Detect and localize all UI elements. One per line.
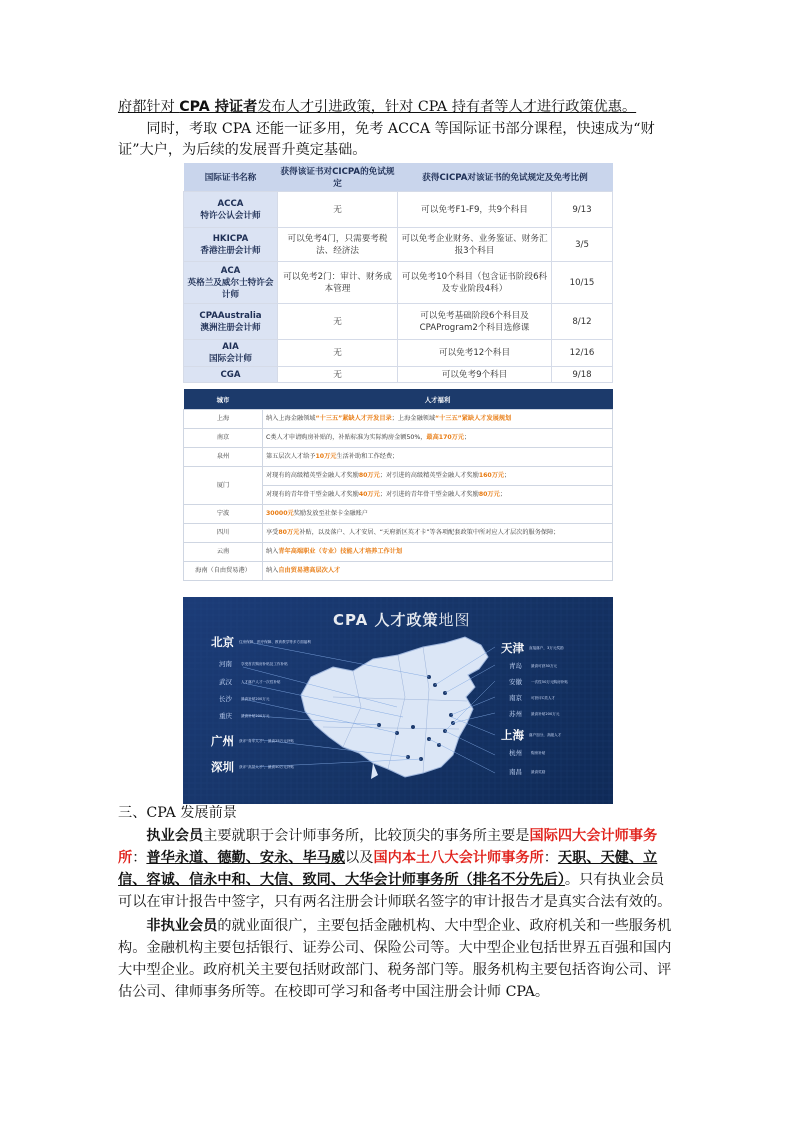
map-note-shenzhen: 获评“高层人才”，最高50万元补贴 [239, 765, 295, 769]
other-rule: 可以免考F1-F9，共9个科目 [398, 192, 552, 228]
section-paragraph-2: 非执业会员的就业面很广，主要包括金融机构、大中型企业、政府机关和一些服务机构。金融机构主要包括银行、证券公司、保险公司等。大中型企业包括世界五百强和国内大中型企业。政府机关主要包括财政部门、税务部门等。服务机构主要包括咨询公司、评估公司、律师事务所等。在校即可学习和备考中国注册会计师 CPA。 [118, 918, 672, 1000]
map-note-henan: 享受首次购房补贴及工作补贴 [241, 662, 288, 666]
cicpa-rule: 无 [278, 340, 398, 367]
map-note-nanchang: 最高奖励 [531, 770, 546, 774]
map-city-qingdao: 青岛 [509, 662, 522, 670]
map-city-guangzhou: 广州 [211, 734, 234, 748]
map-note-chongqing: 最高补贴200万元 [241, 714, 270, 718]
exempt-ratio: 10/15 [552, 262, 613, 304]
section-paragraph-1: 执业会员主要就职于会计师事务所，比较顶尖的事务所主要是国际四大会计师事务所：普华永道、德勤、安永、毕马威以及国内本土八大会计师事务所：天职、天健、立信、容诚、信永中和、大信、致同、大华会计师事务所（排名不分先后）。只有执业会员可以在审计报告中签字，只有两名注册会计师联名签字的审计报告才是真实合法有效的。 [118, 828, 672, 910]
header-cert-name: 国际证书名称 [184, 163, 278, 192]
map-note-qingdao: 最高可获30万元 [531, 664, 558, 668]
cert-name: ACA 英格兰及威尔士特许会计师 [184, 262, 278, 304]
map-note-hangzhou: 购房补贴 [531, 751, 546, 755]
domestic-eight-names: 天职、天健、立信、容诚、信永中和、大信、致同、大华会计师事务所（排名不分先后） [118, 850, 658, 888]
p1-bold: 执业会员 [146, 828, 204, 844]
other-rule: 可以免考基础阶段6个科目及CPAProgram2个科目选修课 [398, 304, 552, 340]
map-note-nanjing: 可获评C类人才 [531, 696, 556, 700]
exempt-ratio: 9/18 [552, 367, 613, 383]
map-city-beijing: 北京 [211, 635, 234, 649]
map-note-suzhou: 最高补贴200万元 [531, 712, 560, 716]
cert-name: AIA 国际会计师 [184, 340, 278, 367]
exemption-row [184, 262, 613, 304]
benefit-text: 第五层次人才给予10万元生活补助和工作经费； [263, 448, 613, 467]
talent-row [184, 524, 613, 543]
header-benefit: 人才福利 [263, 389, 613, 410]
map-note-tianjin: 直接落户，3万元奖励 [529, 646, 564, 650]
map-city-hangzhou: 杭州 [509, 749, 522, 757]
map-note-guangzhou: 获评“青年人才”，最高25万元补贴 [239, 739, 295, 743]
talent-row [184, 410, 613, 429]
talent-table-header [184, 389, 613, 410]
city-name: 四川 [184, 524, 263, 543]
map-city-nanchang: 南昌 [509, 768, 522, 776]
talent-row [184, 562, 613, 581]
cpa-policy-map [183, 597, 613, 804]
cicpa-rule: 可以免考2门：审计、财务成本管理 [278, 262, 398, 304]
talent-table [183, 389, 613, 581]
benefit-text: 纳入青年高端职业（专业）技能人才培养工作计划 [263, 543, 613, 562]
exempt-ratio: 3/5 [552, 228, 613, 262]
talent-row [184, 467, 613, 486]
map-city-changsha: 长沙 [219, 695, 232, 703]
p2-bold: 非执业会员 [146, 918, 218, 934]
exemption-row [184, 340, 613, 367]
exemption-row [184, 367, 613, 383]
cicpa-rule: 可以免考4门，只需要考税法、经济法 [278, 228, 398, 262]
talent-row [184, 543, 613, 562]
exemption-row [184, 304, 613, 340]
map-note-beijing: 住房保障、医疗保障、教育教学等多方面福利 [239, 640, 311, 644]
map-note-anhui: 一次性50万元购房补贴 [531, 680, 568, 684]
cert-name: CGA [184, 367, 278, 383]
intro-line-1 [118, 97, 678, 118]
other-rule: 可以免考10个科目（包含证书阶段6科及专业阶段4科） [398, 262, 552, 304]
intro-bold: CPA 持证者 [179, 99, 258, 115]
exemption-row [184, 192, 613, 228]
intro-text: 府都针对 [118, 99, 180, 115]
talent-row [184, 429, 613, 448]
other-rule: 可以免考企业财务、业务鉴证、财务汇报3个科目 [398, 228, 552, 262]
cert-name: CPAAustralia 澳洲注册会计师 [184, 304, 278, 340]
cicpa-rule: 无 [278, 192, 398, 228]
exempt-ratio: 12/16 [552, 340, 613, 367]
exempt-ratio: 8/12 [552, 304, 613, 340]
city-name: 厦门 [184, 467, 263, 505]
header-cicpa-rule: 获得该证书对CICPA的免试规定 [278, 163, 398, 192]
big-four-names: 普华永道、德勤、安永、毕马威 [146, 850, 346, 866]
benefit-text: C类人才申请购房补贴的，补贴标准为实际购房金额50%，最高170万元； [263, 429, 613, 448]
other-rule: 可以免考9个科目 [398, 367, 552, 383]
map-city-shanghai: 上海 [501, 728, 524, 742]
cicpa-rule: 无 [278, 304, 398, 340]
other-rule: 可以免考12个科目 [398, 340, 552, 367]
map-note-shanghai: 落户加分，高级人才 [529, 733, 562, 737]
map-city-anhui: 安徽 [509, 678, 522, 686]
cicpa-rule: 无 [278, 367, 398, 383]
benefit-text: 对现有的高级精英型金融人才奖励80万元；对引进的高级精英型金融人才奖励160万元； [263, 467, 613, 486]
header-city: 城市 [184, 389, 263, 410]
big-four-label: 国际四大会计师事务所 [118, 828, 658, 866]
map-city-nanjing: 南京 [509, 694, 522, 702]
map-city-chongqing: 重庆 [219, 712, 232, 720]
talent-row [184, 505, 613, 524]
map-note-wuhan: 人才落户人才一次性补贴 [241, 680, 281, 684]
map-city-shenzhen: 深圳 [211, 760, 234, 774]
exempt-ratio: 9/13 [552, 192, 613, 228]
map-city-tianjin: 天津 [501, 641, 524, 655]
map-note-changsha: 最高补贴200万元 [241, 697, 270, 701]
cert-name: HKICPA 香港注册会计师 [184, 228, 278, 262]
exemption-row [184, 228, 613, 262]
intro-paragraph: 同时，考取 CPA 还能一证多用，免考 ACCA 等国际证书部分课程，快速成为“财证”大户，为后续的发展晋升奠定基础。 [118, 121, 655, 158]
city-name: 上海 [184, 410, 263, 429]
talent-row [184, 448, 613, 467]
city-name: 云南 [184, 543, 263, 562]
map-city-wuhan: 武汉 [219, 678, 232, 686]
header-other-rule: 获得CICPA对该证书的免试规定及免考比例 [398, 163, 613, 192]
cert-name: ACCA 特许公认会计师 [184, 192, 278, 228]
map-city-suzhou: 苏州 [509, 710, 522, 718]
city-name: 宁波 [184, 505, 263, 524]
map-city-henan: 河南 [219, 660, 232, 668]
section-heading: 三、CPA 发展前景 [118, 805, 237, 821]
domestic-eight-label: 国内本土八大会计师事务所 [373, 850, 544, 866]
map-title: CPA 人才政策地图 [333, 611, 471, 629]
benefit-text: 纳入自由贸易港高层次人才 [263, 562, 613, 581]
city-name: 南京 [184, 429, 263, 448]
city-name: 泉州 [184, 448, 263, 467]
exemption-table [183, 163, 613, 383]
exemption-table-header [184, 163, 613, 192]
benefit-text: 纳入上海金融领域“十三五”紧缺人才开发目录；上海金融领域“十三五”紧缺人才发展规划 [263, 410, 613, 429]
benefit-text: 对现有的青年骨干型金融人才奖励40万元；对引进的青年骨干型金融人才奖励80万元； [263, 486, 613, 505]
benefit-text: 享受80万元补贴，以及落户、人才安居、“天府新区英才卡”等各项配套政策中所对应人才层次的服务保障； [263, 524, 613, 543]
benefit-text: 30000元奖励发放至社保卡金融账户 [263, 505, 613, 524]
city-name: 海南（自由贸易港） [184, 562, 263, 581]
intro-text-post: 发布人才引进政策，针对 CPA 持有者等人才进行政策优惠。 [257, 99, 637, 115]
